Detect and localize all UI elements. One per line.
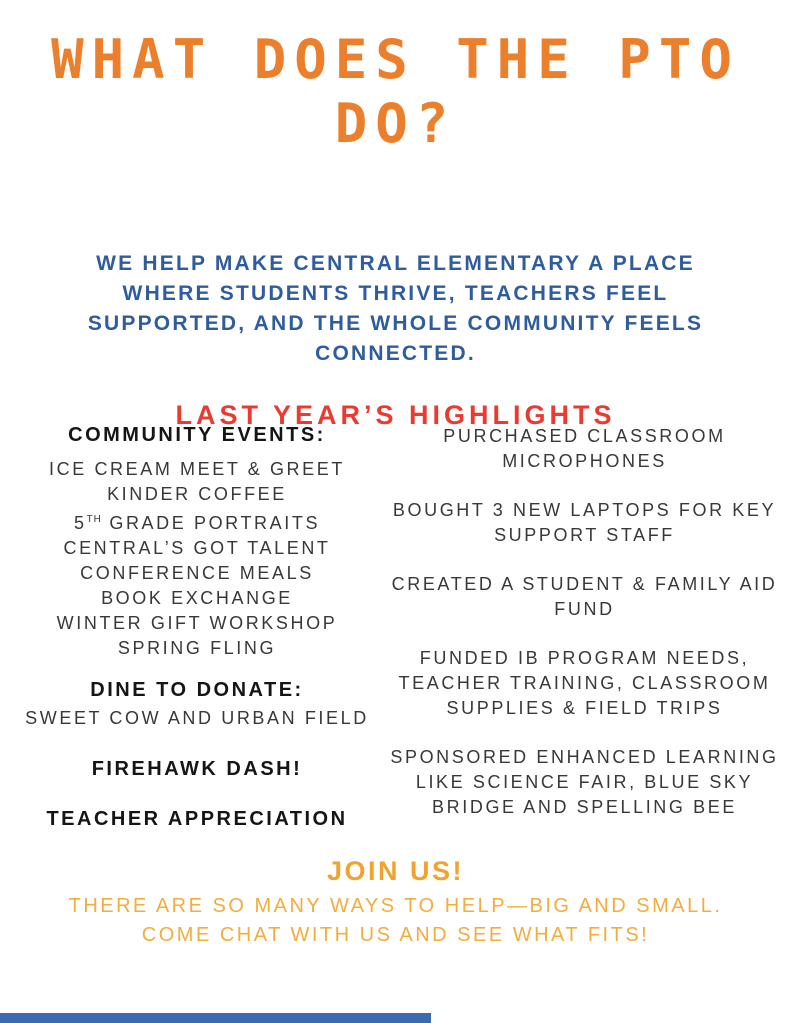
- teacher-appreciation-line: TEACHER APPRECIATION: [46, 808, 348, 830]
- grade-number: 5: [73, 513, 87, 533]
- intro-paragraph: WE HELP MAKE CENTRAL ELEMENTARY A PLACE WHERE STUDENTS THRIVE, TEACHERS FEEL SUPPORTED, AND THE WHOLE COMMUNITY FEELS CONNECTED.: [87, 252, 704, 365]
- achievement-item: FUNDED IB PROGRAM NEEDS, TEACHER TRAINING, CLASSROOM SUPPLIES & FIELD TRIPS: [398, 648, 771, 718]
- list-item: SPRING FLING: [117, 638, 277, 658]
- community-events-heading: COMMUNITY EVENTS:: [68, 424, 326, 446]
- page-title: [0, 28, 791, 156]
- join-us-text: THERE ARE SO MANY WAYS TO HELP—BIG AND SMALL. COME CHAT WITH US AND SEE WHAT FITS!: [68, 895, 723, 946]
- achievement-item: CREATED A STUDENT & FAMILY AID FUND: [391, 574, 778, 619]
- highlights-heading: LAST YEAR’S HIGHLIGHTS: [175, 400, 616, 431]
- community-events-column: [8, 424, 386, 844]
- list-item: CONFERENCE MEALS: [80, 563, 314, 583]
- page-title-line2: DO?: [334, 92, 457, 155]
- list-item: BOOK EXCHANGE: [101, 588, 293, 608]
- join-us-heading: JOIN US!: [326, 856, 465, 887]
- achievements-column: [386, 424, 783, 844]
- highlights-columns: [8, 424, 783, 844]
- footer-accent-bar: [0, 1013, 431, 1023]
- firehawk-dash-line: FIREHAWK DASH!: [91, 758, 303, 780]
- achievement-item: BOUGHT 3 NEW LAPTOPS FOR KEY SUPPORT STAFF: [392, 500, 777, 545]
- achievement-item: SPONSORED ENHANCED LEARNING LIKE SCIENCE FAIR, BLUE SKY BRIDGE AND SPELLING BEE: [390, 747, 779, 817]
- dine-to-donate-text: SWEET COW AND URBAN FIELD: [25, 708, 369, 728]
- achievement-item: PURCHASED CLASSROOM MICROPHONES: [443, 426, 726, 471]
- dine-to-donate-block: [8, 679, 386, 731]
- list-item: CENTRAL’S GOT TALENT: [63, 538, 331, 558]
- dine-to-donate-heading: DINE TO DONATE:: [90, 679, 304, 701]
- grade-item-rest: GRADE PORTRAITS: [101, 513, 321, 533]
- list-item: KINDER COFFEE: [107, 484, 287, 504]
- grade-ordinal-suffix: TH: [86, 514, 102, 525]
- list-item: [8, 507, 386, 536]
- page-title-line1: WHAT DOES THE PTO: [51, 28, 740, 91]
- list-item: WINTER GIFT WORKSHOP: [56, 613, 338, 633]
- list-item: ICE CREAM MEET & GREET: [49, 459, 345, 479]
